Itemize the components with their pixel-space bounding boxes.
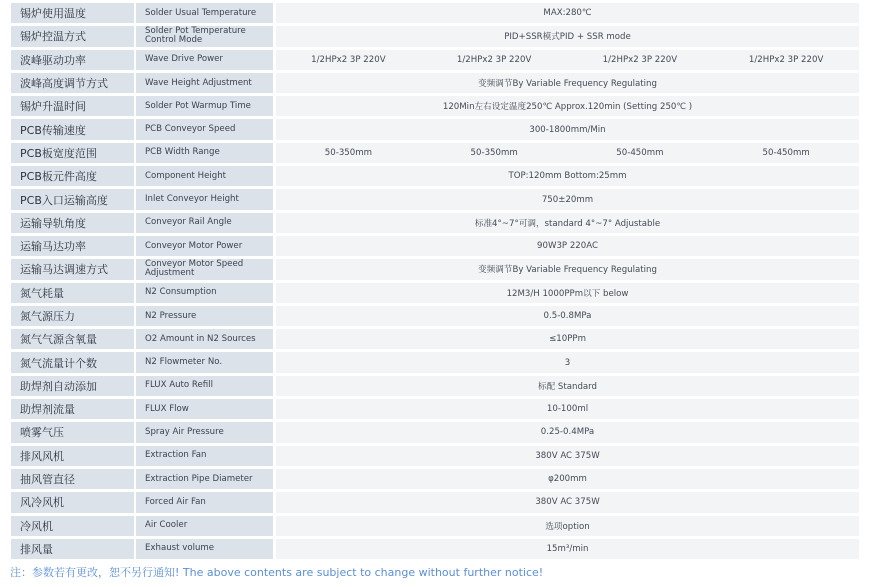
footnote: 注：参数若有更改，恕不另行通知! The above contents are subject to change without further notice!: [10, 566, 544, 579]
spec-label-zh: 运输导轨角度: [11, 213, 136, 233]
spec-label-en: Component Height: [136, 166, 276, 186]
spec-row: [11, 213, 859, 233]
spec-value: ≤10PPm: [276, 329, 859, 349]
spec-value: 标配 Standard: [276, 376, 859, 396]
spec-value: 3: [276, 352, 859, 372]
spec-value: TOP:120mm Bottom:25mm: [276, 166, 859, 186]
spec-row: [11, 283, 859, 303]
spec-value: 50-350mm: [422, 143, 568, 163]
spec-row: [11, 26, 859, 46]
spec-value: 变频调节By Variable Frequency Regulating: [276, 73, 859, 93]
spec-value: 300-1800mm/Min: [276, 119, 859, 139]
spec-table-body: [11, 3, 859, 559]
spec-row: [11, 189, 859, 209]
spec-value: 120Min左右设定温度250℃ Approx.120min (Setting 250℃ ): [276, 96, 859, 116]
spec-label-zh: 氮气气源含氧量: [11, 329, 136, 349]
spec-row: [11, 492, 859, 512]
spec-value: 变频调节By Variable Frequency Regulating: [276, 259, 859, 279]
spec-row: [11, 119, 859, 139]
spec-row: [11, 236, 859, 256]
spec-label-zh: 氮气耗量: [11, 283, 136, 303]
spec-label-en: N2 Flowmeter No.: [136, 352, 276, 372]
spec-row: [11, 399, 859, 419]
spec-value: 标准4°~7°可调，standard 4°~7° Adjustable: [276, 213, 859, 233]
spec-label-en: Wave Height Adjustment: [136, 73, 276, 93]
spec-row: [11, 96, 859, 116]
spec-value: 1/2HPx2 3P 220V: [276, 50, 422, 70]
spec-row: [11, 73, 859, 93]
spec-label-en: O2 Amount in N2 Sources: [136, 329, 276, 349]
spec-label-zh: 氮气流量计个数: [11, 352, 136, 372]
spec-value: 380V AC 375W: [276, 492, 859, 512]
spec-label-zh: 波峰高度调节方式: [11, 73, 136, 93]
spec-value: 750±20mm: [276, 189, 859, 209]
spec-value: MAX:280℃: [276, 3, 859, 23]
spec-value: 15m³/min: [276, 539, 859, 559]
spec-value: φ200mm: [276, 469, 859, 489]
spec-value: 10-100ml: [276, 399, 859, 419]
spec-row: [11, 422, 859, 442]
spec-label-zh: PCB板元件高度: [11, 166, 136, 186]
spec-row: [11, 259, 859, 279]
spec-value: 0.25-0.4MPa: [276, 422, 859, 442]
spec-label-en: Forced Air Fan: [136, 492, 276, 512]
spec-label-zh: 助焊剂自动添加: [11, 376, 136, 396]
spec-label-en: Solder Usual Temperature: [136, 3, 276, 23]
spec-value: 50-450mm: [713, 143, 859, 163]
spec-row: [11, 3, 859, 23]
spec-label-zh: PCB传输速度: [11, 119, 136, 139]
spec-label-zh: 氮气源压力: [11, 306, 136, 326]
spec-label-en: Conveyor Motor Power: [136, 236, 276, 256]
spec-label-en: N2 Consumption: [136, 283, 276, 303]
spec-row: [11, 352, 859, 372]
spec-row: [11, 306, 859, 326]
spec-label-zh: 抽风管直径: [11, 469, 136, 489]
spec-label-zh: 运输马达调速方式: [11, 259, 136, 279]
spec-row: [11, 166, 859, 186]
spec-label-zh: 排风风机: [11, 446, 136, 466]
spec-label-en: Conveyor Motor Speed Adjustment: [136, 259, 276, 279]
spec-label-en: FLUX Auto Refill: [136, 376, 276, 396]
spec-label-en: Solder Pot Temperature Control Mode: [136, 26, 276, 46]
spec-label-zh: 风冷风机: [11, 492, 136, 512]
spec-row: [11, 469, 859, 489]
spec-row: [11, 539, 859, 559]
spec-value: 50-350mm: [276, 143, 422, 163]
spec-value: 12M3/H 1000PPm以下 below: [276, 283, 859, 303]
spec-label-zh: 喷雾气压: [11, 422, 136, 442]
spec-label-zh: 波峰驱动功率: [11, 50, 136, 70]
spec-label-zh: PCB入口运输高度: [11, 189, 136, 209]
spec-label-en: Inlet Conveyor Height: [136, 189, 276, 209]
spec-label-en: Exhaust volume: [136, 539, 276, 559]
spec-label-en: Solder Pot Warmup Time: [136, 96, 276, 116]
spec-label-en: Extraction Fan: [136, 446, 276, 466]
spec-row: [11, 143, 859, 163]
spec-value: PID+SSR模式PID + SSR mode: [276, 26, 859, 46]
spec-row: [11, 446, 859, 466]
spec-label-zh: 运输马达功率: [11, 236, 136, 256]
spec-label-en: PCB Width Range: [136, 143, 276, 163]
spec-label-en: Wave Drive Power: [136, 50, 276, 70]
spec-label-zh: PCB板宽度范围: [11, 143, 136, 163]
spec-value: 380V AC 375W: [276, 446, 859, 466]
spec-row: [11, 516, 859, 536]
spec-label-en: N2 Pressure: [136, 306, 276, 326]
spec-label-zh: 锡炉使用温度: [11, 3, 136, 23]
spec-label-en: Air Cooler: [136, 516, 276, 536]
spec-label-en: FLUX Flow: [136, 399, 276, 419]
spec-value: 1/2HPx2 3P 220V: [422, 50, 568, 70]
spec-value: 1/2HPx2 3P 220V: [713, 50, 859, 70]
spec-row: [11, 376, 859, 396]
spec-label-en: Spray Air Pressure: [136, 422, 276, 442]
spec-value: 1/2HPx2 3P 220V: [568, 50, 714, 70]
spec-row: [11, 50, 859, 70]
spec-value: 90W3P 220AC: [276, 236, 859, 256]
spec-label-zh: 排风量: [11, 539, 136, 559]
spec-label-zh: 冷风机: [11, 516, 136, 536]
spec-label-en: Extraction Pipe Diameter: [136, 469, 276, 489]
spec-label-zh: 锡炉升温时间: [11, 96, 136, 116]
spec-label-en: Conveyor Rail Angle: [136, 213, 276, 233]
spec-label-zh: 助焊剂流量: [11, 399, 136, 419]
spec-label-zh: 锡炉控温方式: [11, 26, 136, 46]
spec-value: 50-450mm: [568, 143, 714, 163]
spec-label-en: PCB Conveyor Speed: [136, 119, 276, 139]
spec-value: 0.5-0.8MPa: [276, 306, 859, 326]
spec-table: [11, 0, 859, 562]
spec-value: 选项option: [276, 516, 859, 536]
spec-row: [11, 329, 859, 349]
